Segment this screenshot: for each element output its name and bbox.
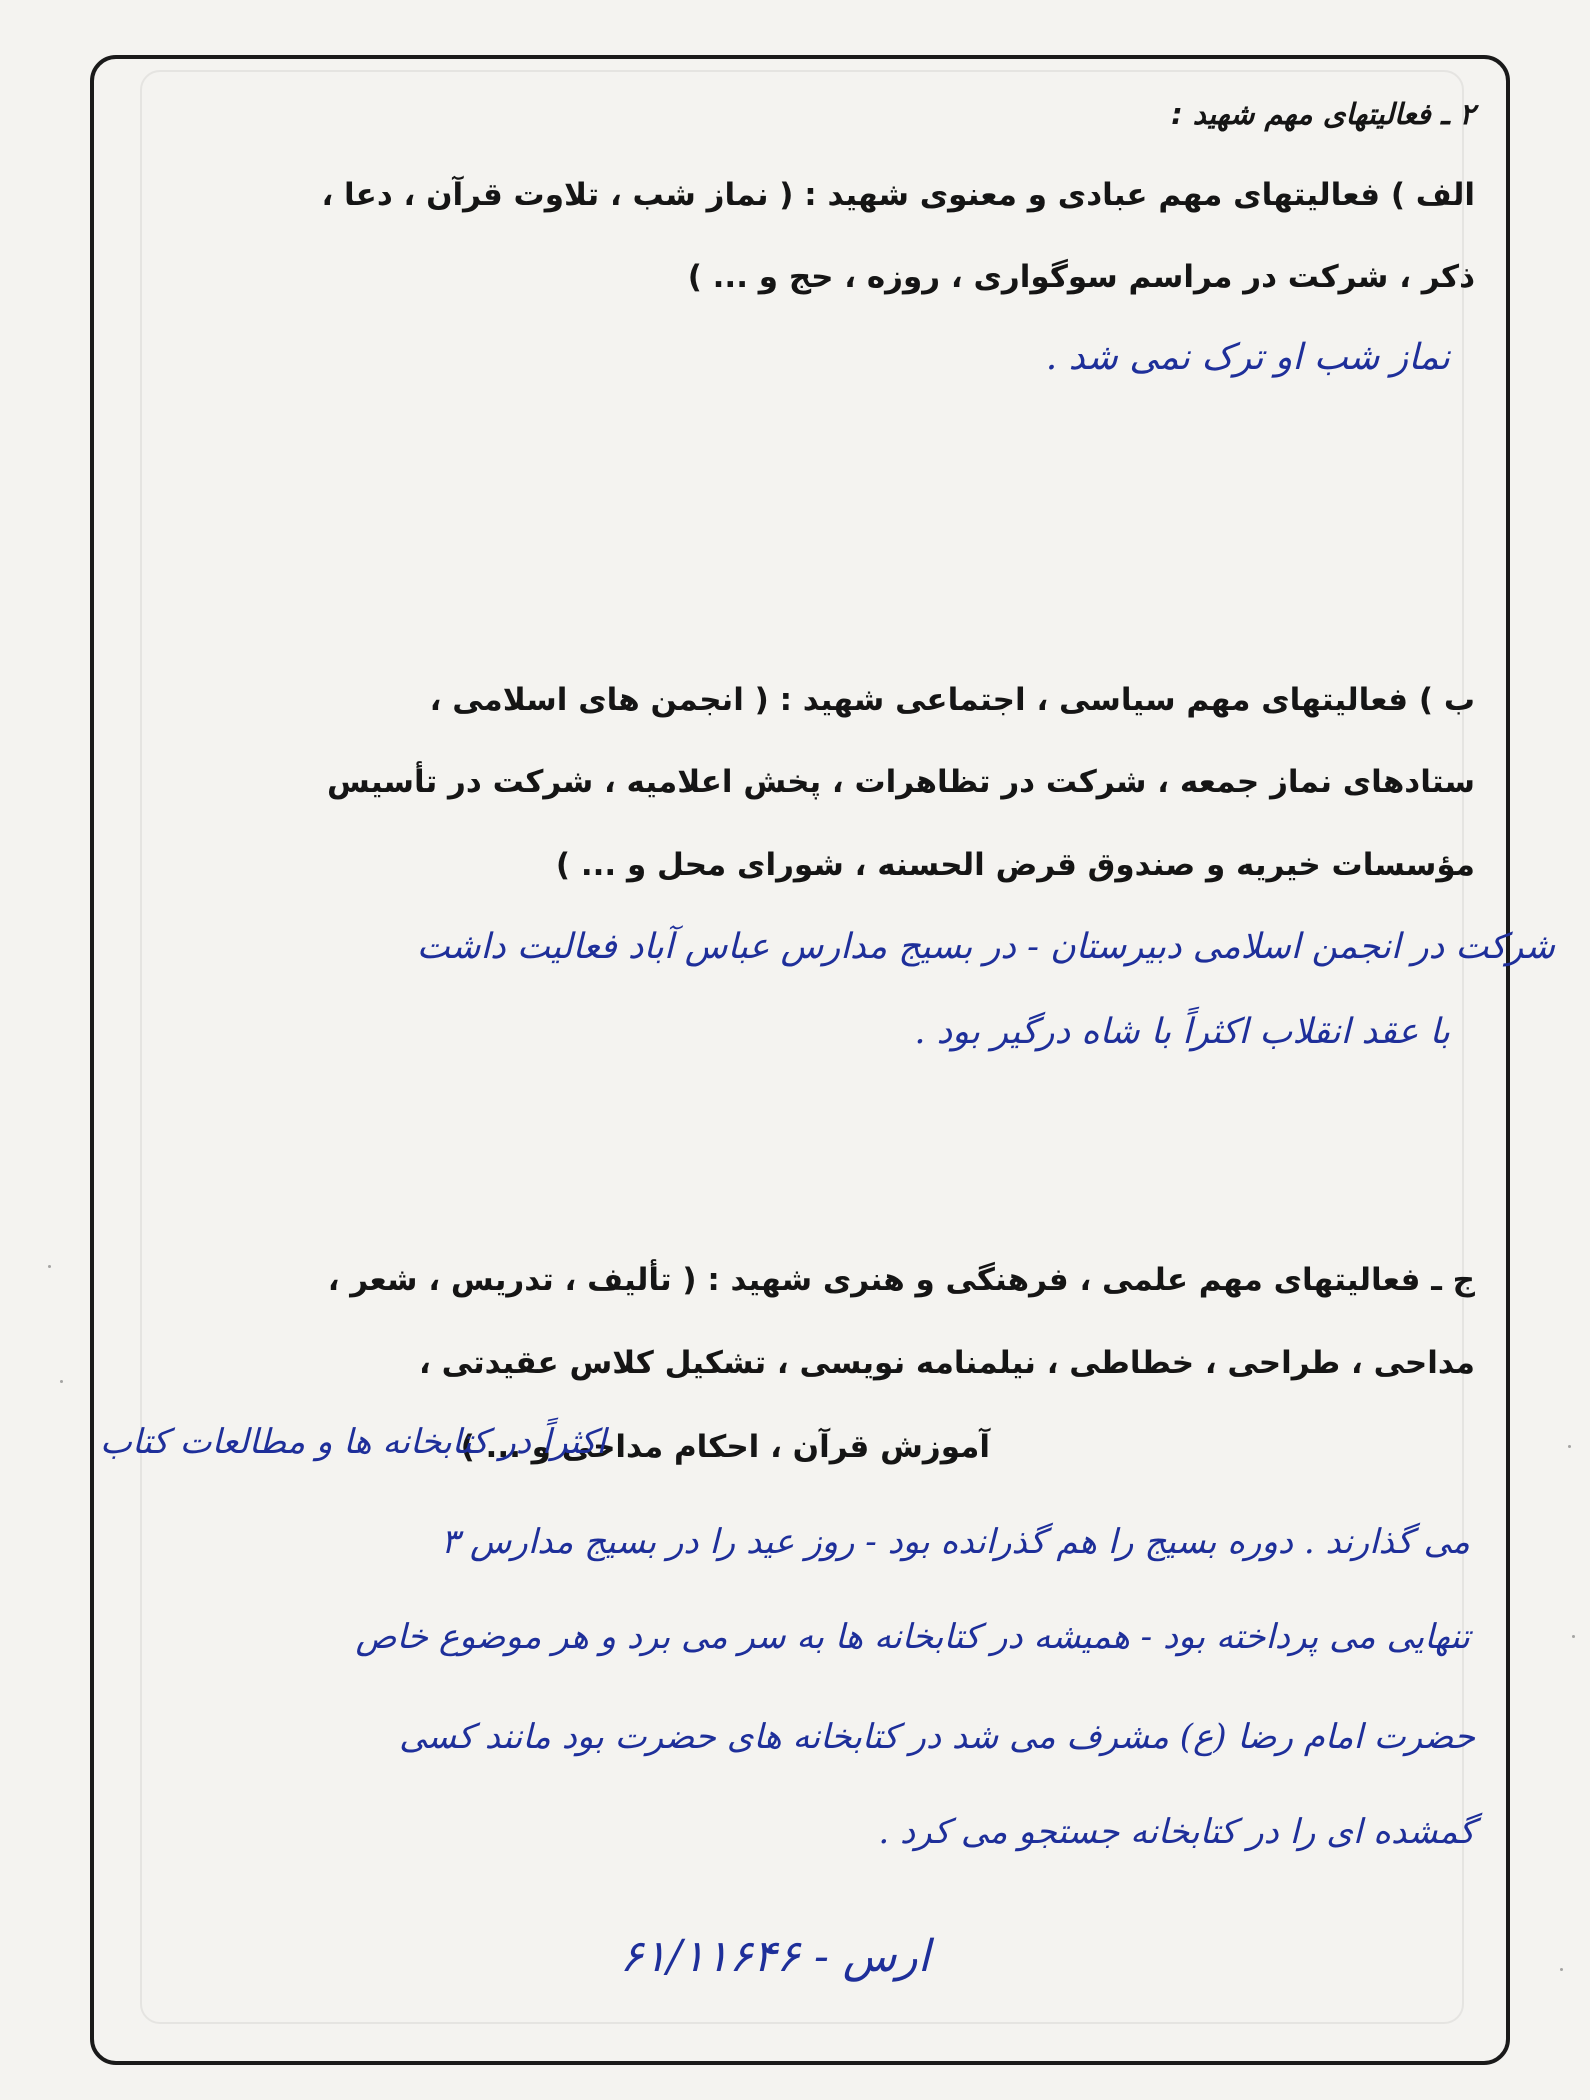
scan-speck [1560,1968,1563,1971]
part-c-handwritten-2: تنهایی می پرداخته بود - همیشه در کتابخانه ها به سر می برد و هر موضوع خاص [355,1617,1470,1657]
part-b-line-1: ب ) فعالیتهای مهم سیاسی ، اجتماعی شهید : ( انجمن های اسلامی ، [429,682,1475,718]
section-heading: ۲ ـ فعالیتهای مهم شهید : [1171,97,1475,131]
part-b-line-3: مؤسسات خیریه و صندوق قرض الحسنه ، شورای محل و ... ) [555,847,1475,883]
part-a-line-1: الف ) فعالیتهای مهم عبادی و معنوی شهید : ( نماز شب ، تلاوت قرآن ، دعا ، [321,177,1475,213]
scan-speck [1568,1445,1571,1448]
part-c-line-1: ج ـ فعالیتهای مهم علمی ، فرهنگی و هنری شهید : ( تألیف ، تدریس ، شعر ، [327,1262,1475,1298]
signature-reference: ارس - ۶۱/۱۱۶۴۶ [619,1931,930,1982]
part-c-handwritten-1: می گذارند . دوره بسیج را هم گذرانده بود - روز عید را در بسیج مدارس ۳ [440,1522,1470,1562]
scan-speck [60,1380,63,1383]
part-c-handwritten-4: گمشده ای را در کتابخانه جستجو می کرد . [878,1812,1475,1852]
part-c-line-2: مداحی ، طراحی ، خطاطی ، نیلمنامه نویسی ، تشکیل کلاس عقیدتی ، [419,1345,1475,1381]
part-b-line-2: ستادهای نماز جمعه ، شرکت در تظاهرات ، پخش اعلامیه ، شرکت در تأسیس [327,764,1475,800]
part-a-line-2: ذکر ، شرکت در مراسم سوگواری ، روزه ، حج و ... ) [687,259,1475,295]
part-c-handwritten-inline-text: اکثراً در کتابخانه ها و مطالعات کتاب [100,1422,606,1462]
part-a-handwritten-1: نماز شب او ترک نمی شد . [1045,337,1450,378]
part-b-handwritten-1: شرکت در انجمن اسلامی دبیرستان - در بسیج مدارس عباس آباد فعالیت داشت [416,927,1555,967]
part-b-handwritten-2: با عقد انقلاب اکثراً با شاه درگیر بود . [914,1012,1450,1052]
part-c-handwritten-3: حضرت امام رضا (ع) مشرف می شد در کتابخانه های حضرت بود مانند کسی [399,1717,1475,1757]
scan-speck [1572,1635,1575,1638]
scan-speck [48,1265,51,1268]
part-c-line-3: آموزش قرآن ، احکام مداحی و ... ) [460,1429,990,1465]
